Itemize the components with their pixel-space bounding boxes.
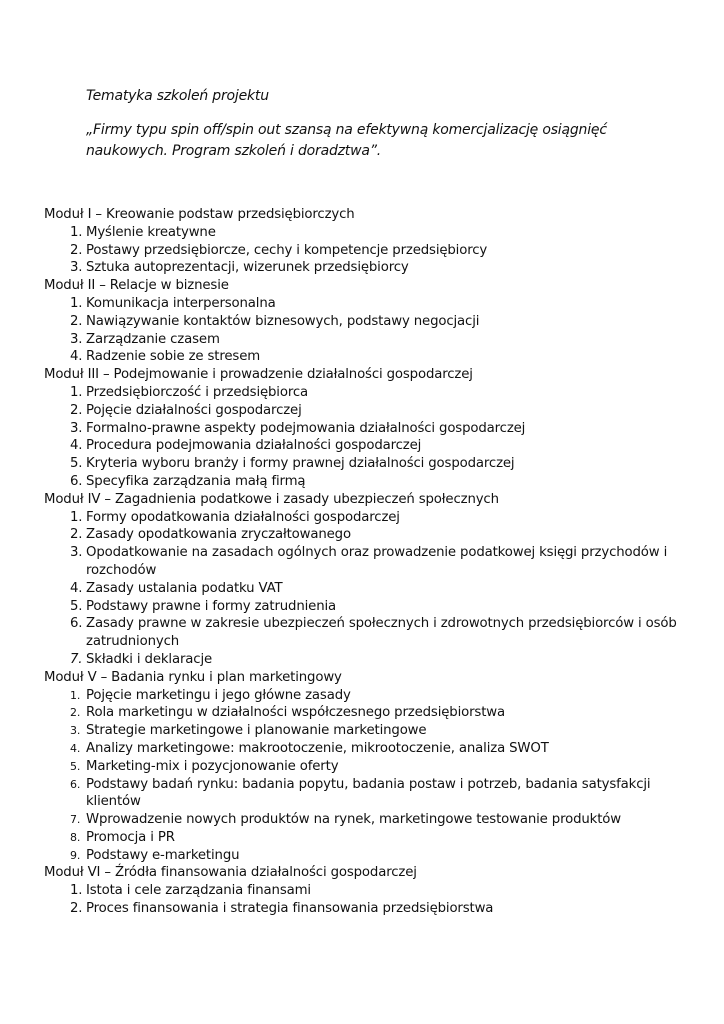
list-item-number: 3. — [70, 724, 81, 738]
list-item-text: Zasady prawne w zakresie ubezpieczeń społecznych i zdrowotnych przedsiębiorców i osób zatrudnionych — [86, 616, 677, 650]
list-item-text: Podstawy prawne i formy zatrudnienia — [86, 598, 337, 614]
list-item-number: 2. — [70, 242, 83, 258]
list-item-text: Strategie marketingowe i planowanie marketingowe — [86, 723, 427, 739]
list-item-text: Zasady opodatkowania zryczałtowanego — [86, 527, 351, 543]
list-item-number: 3. — [70, 331, 83, 347]
list-item-text: Przedsiębiorczość i przedsiębiorca — [86, 384, 309, 400]
list-item — [44, 544, 694, 580]
list-item-number: 1. — [70, 384, 83, 400]
list-item-text: Postawy przedsiębiorcze, cechy i kompetencje przedsiębiorcy — [86, 242, 488, 258]
list-item — [44, 829, 694, 847]
list-item-text: Wprowadzenie nowych produktów na rynek, marketingowe testowanie produktów — [86, 812, 621, 828]
list-item-number: 5. — [70, 598, 83, 614]
list-item-number: 6. — [70, 616, 83, 632]
list-item-number: 4. — [70, 438, 83, 454]
module-heading: Moduł V – Badania rynku i plan marketingowy — [44, 669, 342, 685]
list-item — [44, 437, 694, 455]
list-item — [44, 259, 694, 277]
list-item-number: 2. — [70, 527, 83, 543]
module-heading: Moduł I – Kreowanie podstaw przedsiębiorczych — [44, 207, 355, 222]
list-item-text: Podstawy badań rynku: badania popytu, badania postaw i potrzeb, badania satysfakcji klientów — [86, 776, 651, 810]
list-item-number: 1. — [70, 509, 83, 525]
list-item-number: 4. — [70, 580, 83, 596]
list-item-number: 7. — [70, 813, 81, 827]
list-item-number: 5. — [70, 456, 83, 472]
list-item-text: Opodatkowanie na zasadach ogólnych oraz prowadzenie podatkowej księgi przychodów i rozchodów — [86, 545, 668, 578]
list-item-text: Rola marketingu w działalności współczesnego przedsiębiorstwa — [86, 705, 505, 721]
list-item — [44, 509, 694, 527]
list-item-text: Podstawy e-marketingu — [86, 847, 240, 863]
list-item-number: 3. — [70, 260, 83, 276]
list-item-number: 2. — [70, 313, 83, 329]
document-subtitle: „Firmy typu spin off/spin out szansą na efektywną komercjalizację osiągnięć naukowych. Program szkoleń i doradztwa”. — [86, 122, 607, 159]
module-list — [44, 206, 694, 918]
list-item — [44, 882, 694, 900]
list-item — [44, 615, 694, 651]
list-item-text: Kryteria wyboru branży i formy prawnej działalności gospodarczej — [86, 456, 515, 472]
list-item — [44, 704, 694, 722]
list-item — [44, 402, 694, 420]
list-item — [44, 900, 694, 918]
list-item-text: Proces finansowania i strategia finansowania przedsiębiorstwa — [86, 901, 494, 917]
list-item-number: 9. — [70, 848, 81, 862]
list-item-text: Istota i cele zarządzania finansami — [86, 883, 311, 899]
list-item-number: 2. — [70, 706, 81, 720]
list-item-number: 1. — [70, 883, 83, 899]
document-title: Tematyka szkoleń projektu — [86, 88, 269, 104]
list-item-text: Radzenie sobie ze stresem — [86, 349, 261, 365]
list-item-number: 1. — [70, 688, 81, 702]
list-item-number: 2. — [70, 402, 83, 418]
list-item-text: Pojęcie działalności gospodarczej — [86, 402, 302, 418]
list-item-number: 1. — [70, 295, 83, 311]
module-heading: Moduł IV – Zagadnienia podatkowe i zasady ubezpieczeń społecznych — [44, 491, 499, 507]
list-item-number: 8. — [70, 830, 81, 844]
list-item — [44, 598, 694, 616]
list-item-text: Nawiązywanie kontaktów biznesowych, podstawy negocjacji — [86, 313, 480, 329]
list-item-text: Analizy marketingowe: makrootoczenie, mikrootoczenie, analiza SWOT — [86, 740, 549, 756]
list-item — [44, 651, 694, 669]
list-item-number: 4. — [70, 741, 81, 755]
list-item — [44, 687, 694, 705]
list-item-text: Zasady ustalania podatku VAT — [86, 580, 283, 596]
module-heading: Moduł III – Podejmowanie i prowadzenie działalności gospodarczej — [44, 367, 473, 383]
list-item-text: Zarządzanie czasem — [86, 331, 220, 347]
list-item — [44, 348, 694, 366]
list-item — [44, 758, 694, 776]
list-item — [44, 473, 694, 491]
list-item-text: Komunikacja interpersonalna — [86, 295, 276, 311]
list-item — [44, 847, 694, 865]
list-item — [44, 811, 694, 829]
list-item-text: Składki i deklaracje — [86, 651, 213, 667]
list-item-number: 3. — [70, 420, 83, 436]
list-item — [44, 722, 694, 740]
list-item-text: Sztuka autoprezentacji, wizerunek przedsiębiorcy — [86, 260, 409, 276]
list-item — [44, 313, 694, 331]
list-item — [44, 580, 694, 598]
list-item-text: Procedura podejmowania działalności gospodarczej — [86, 438, 422, 454]
list-item — [44, 224, 694, 242]
list-item — [44, 384, 694, 402]
module-heading: Moduł II – Relacje w biznesie — [44, 278, 229, 294]
list-item — [44, 526, 694, 544]
list-item-number: 2. — [70, 901, 83, 917]
list-item-text: Specyfika zarządzania małą firmą — [86, 473, 306, 489]
list-item — [44, 242, 694, 260]
list-item-text: Formy opodatkowania działalności gospodarczej — [86, 509, 400, 525]
list-item-text: Myślenie kreatywne — [86, 224, 216, 240]
list-item — [44, 455, 694, 473]
list-item — [44, 331, 694, 349]
list-item-number: 5. — [70, 759, 81, 773]
list-item — [44, 420, 694, 438]
list-item-number: 4. — [70, 349, 83, 365]
module-heading: Moduł VI – Źródła finansowania działalności gospodarczej — [44, 865, 417, 881]
list-item-number: 7. — [70, 651, 83, 667]
list-item-text: Promocja i PR — [86, 829, 175, 845]
list-item-text: Formalno-prawne aspekty podejmowania działalności gospodarczej — [86, 420, 526, 436]
list-item-number: 3. — [70, 545, 83, 561]
list-item-number: 6. — [70, 473, 83, 489]
list-item — [44, 295, 694, 313]
list-item-number: 1. — [70, 224, 83, 240]
list-item-number: 6. — [70, 777, 81, 791]
list-item-text: Marketing-mix i pozycjonowanie oferty — [86, 758, 339, 774]
list-item-text: Pojęcie marketingu i jego główne zasady — [86, 687, 351, 703]
list-item — [44, 740, 694, 758]
list-item — [44, 776, 694, 812]
